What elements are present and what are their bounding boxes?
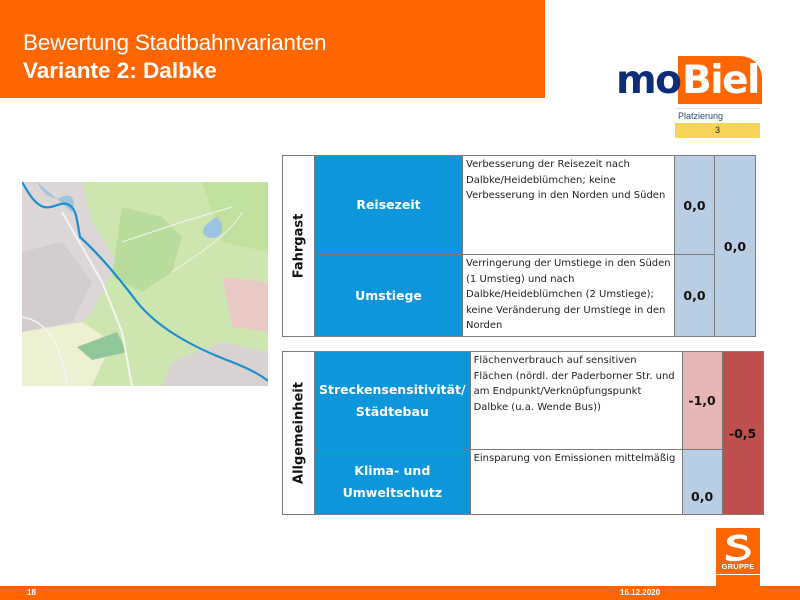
footer-date: 16.12.2020 [620, 588, 661, 597]
s-logo-icon [716, 530, 760, 564]
category-cell [283, 352, 315, 515]
score-cell: 0,0 [675, 255, 715, 337]
evaluation-table-fahrgast [282, 155, 756, 337]
footer-band [0, 586, 800, 600]
ranking-value: 3 [675, 123, 760, 138]
page-number: 18 [27, 588, 36, 597]
table-row [283, 255, 756, 337]
table-row [283, 450, 764, 515]
page-title: Bewertung Stadtbahnvarianten [23, 30, 327, 55]
stadtwerke-group-logo [716, 528, 760, 600]
total-score-cell: 0,0 [715, 156, 756, 337]
description-cell: Einsparung von Emissionen mittelmäßig [470, 450, 682, 515]
table-row [283, 156, 756, 255]
ranking-label: Platzierung [675, 108, 760, 123]
category-label: Allgemeinheit [291, 382, 306, 484]
category-cell [283, 156, 315, 337]
criterion-cell: Reisezeit [315, 156, 463, 255]
criterion-cell: Umstiege [315, 255, 463, 337]
mobiel-logo [616, 56, 762, 104]
logo-text-biel: Biel [682, 58, 759, 103]
description-cell: Verringerung der Umstiege in den Süden (1 Umstieg) und nach Dalbke/Heideblümchen (2 Umstiege); keine Veränderung der Umstiege in den Norden [463, 255, 675, 337]
table-row [283, 352, 764, 450]
group-divider [716, 574, 760, 575]
criterion-cell: Streckensensitivität/ Städtebau [315, 352, 471, 450]
score-cell: 0,0 [682, 450, 722, 515]
group-label: GRUPPE [721, 562, 755, 571]
route-map [22, 182, 268, 386]
ranking-box [675, 108, 760, 139]
category-label: Fahrgast [291, 213, 306, 279]
logo-text-mo: mo [616, 58, 681, 103]
evaluation-table-allgemeinheit [282, 351, 764, 515]
criterion-cell: Klima- und Umweltschutz [315, 450, 471, 515]
total-score-cell: -0,5 [722, 352, 763, 515]
description-cell: Flächenverbrauch auf sensitiven Flächen (nördl. der Paderborner Str. und am Endpunkt/Verknüpfungspunkt Dalbke (u.a. Wende Bus)) [470, 352, 682, 450]
page-subtitle: Variante 2: Dalbke [23, 58, 217, 83]
score-cell: -1,0 [682, 352, 722, 450]
description-cell: Verbesserung der Reisezeit nach Dalbke/Heideblümchen; keine Verbesserung in den Norden und Süden [463, 156, 675, 255]
score-cell: 0,0 [675, 156, 715, 255]
map-image-icon [22, 182, 268, 386]
